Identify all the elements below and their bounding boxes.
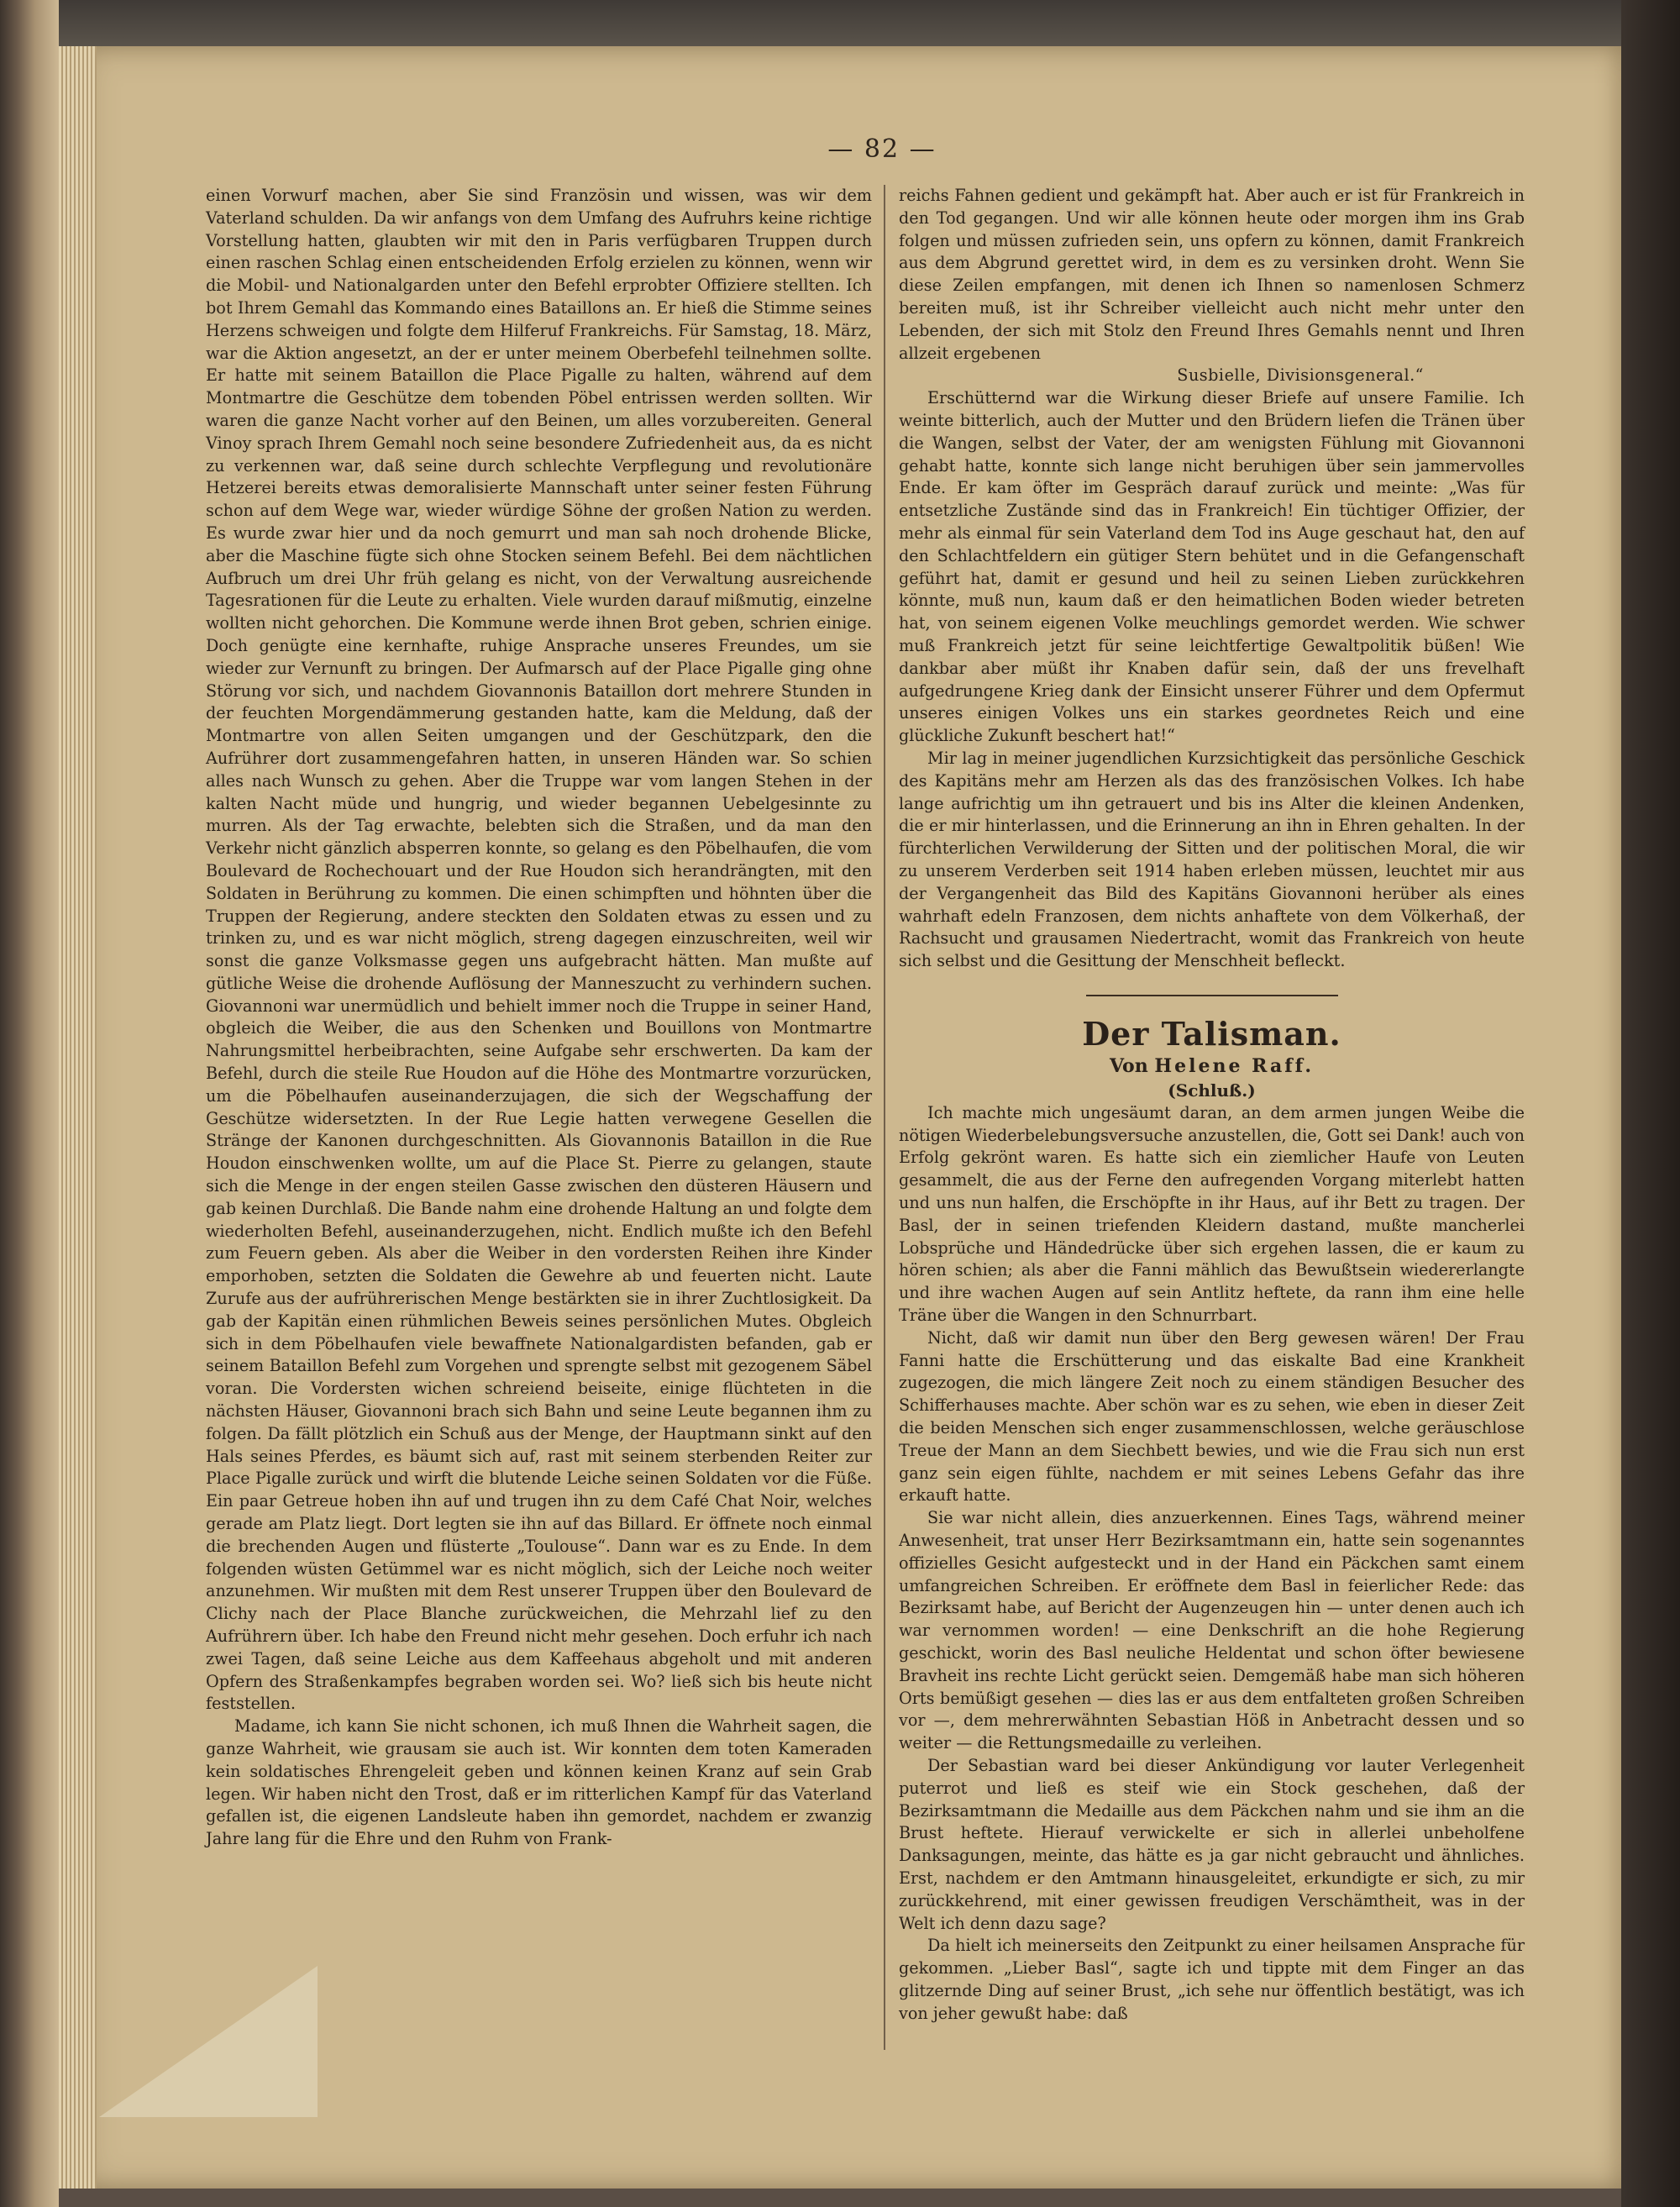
book-cover-right [1621, 0, 1680, 2207]
paragraph: Mir lag in meiner jugendlichen Kurzsichtigkeit das persönliche Geschick des Kapitäns mehr am Herzen als das des französischen Volkes. Ich habe lange aufrichtig um ihn getrauert und bis ins Alter die kleinen Andenken, die er mir hinterlassen, und die Erinnerung an ihn in Ehren gehalten. In der fürchterlichen Verwilderung der Sitten und der politischen Moral, die wir zu unserem Verderben seit 1914 haben erleben müssen, leuchtet mir aus der Vergangenheit das Bild des Kapitäns Giovannoni herüber als eines wahrhaft edeln Franzosen, dem nichts anhaftete von dem Völkerhaß, der Rachsucht und grausamen Niedertracht, womit das Frankreich von heute sich selbst und die Gesittung der Menschheit befleckt. [899, 748, 1525, 971]
author-name: Helene Raff. [1154, 1054, 1315, 1077]
paragraph: Sie war nicht allein, dies anzuerkennen. Eines Tags, während meiner Anwesenheit, trat unser Herr Bezirksamtmann ein, hatte sein sogenanntes offizielles Gesicht aufgesteckt und in der Hand ein Päckchen samt einem umfangreichen Schreiben. Er eröffnete dem Basl in feierlicher Rede: das Bezirksamt habe, auf Bericht der Augenzeugen hin — unter denen auch ich war vernommen worden! — eine Denkschrift an die hohe Regierung geschickt, worin des Basl neuliche Heldentat und schon öfter bewiesene Bravheit ins rechte Licht gerückt seien. Demgemäß habe man sich höheren Orts bemüßigt gesehen — dies las er aus dem entfalteten großen Schreiben vor —, dem mehrerwähnten Sebastian Höß in Anbetracht dessen und so weiter — die Rettungsmedaille zu verleihen. [899, 1508, 1525, 1753]
paragraph: Nicht, daß wir damit nun über den Berg gewesen wären! Der Frau Fanni hatte die Erschütterung und das eiskalte Bad eine Krankheit zugezogen, die mich längere Zeit noch zu einem ständigen Besucher des Schifferhauses machte. Aber schön war es zu sehen, wie eben in dieser Zeit die beiden Menschen sich enger zusammenschlossen, welche geräuschlose Treue der Mann an dem Siechbett bewies, und wie die Frau sich nun erst ganz sein eigen fühlte, nachdem er mit seines Lebens Gefahr das ihre erkauft hatte. [899, 1327, 1525, 1505]
paragraph: Erschütternd war die Wirkung dieser Briefe auf unsere Familie. Ich weinte bitterlich, auch der Mutter und den Brüdern liefen die Tränen über die Wangen, selbst der Vater, der am wenigsten Fühlung mit Giovannoni gehabt hatte, konnte sich lange nicht beruhigen über sein jammervolles Ende. Er kam öfter im Gespräch darauf zurück und meinte: „Was für entsetzliche Zustände sind das in Frankreich! Ein tüchtiger Offizier, der mehr als einmal für sein Vaterland dem Tod ins Auge geschaut hat, den auf den Schlachtfeldern ein gütiger Stern behütet und in die Gefangenschaft geführt hat, damit er gesund und heil zu seinen Lieben zurückkehren könnte, muß nun, kaum daß er den heimatlichen Boden wieder betreten hat, von seinem eigenen Volke meuchlings gemordet werden. Wie schwer muß Frankreich jetzt für seine leichtfertige Gewaltpolitik büßen! Wie dankbar aber müßt ihr Knaben dafür sein, daß der uns frevelhaft aufgedrungene Krieg dank der Einsicht unserer Führer und dem Opfermut unseres einigen Volkes uns ein starkes geordnetes Reich und eine glückliche Zukunft beschert hat!“ [899, 388, 1525, 746]
paragraph: reichs Fahnen gedient und gekämpft hat. Aber auch er ist für Frankreich in den Tod gegangen. Und wir alle können heute oder morgen ihm ins Grab folgen und müssen zufrieden sein, uns opfern zu können, damit Frankreich aus dem Abgrund gerettet wird, in dem es zu versinken droht. Wenn Sie diese Zeilen empfangen, mit denen ich Ihnen so namenlosen Schmerz bereiten muß, ist ihr Schreiber vielleicht auch nicht mehr unter den Lebenden, der sich mit Stolz den Freund Ihres Gemahls nennt und Ihren allzeit ergebenen [899, 186, 1525, 363]
book-spine-edge [0, 0, 59, 2207]
paragraph: Madame, ich kann Sie nicht schonen, ich muß Ihnen die Wahrheit sagen, die ganze Wahrheit, wie grausam sie auch ist. Wir konnten dem toten Kameraden kein soldatisches Ehrengeleit geben und können keinen Kranz auf sein Grab legen. Wir haben nicht den Trost, daß er im ritterlichen Kampf für das Vaterland gefallen ist, die eigenen Landsleute haben ihn gemordet, nachdem er zwanzig Jahre lang für die Ehre und den Ruhm von Frank- [206, 1716, 872, 1849]
page-number: — 82 — [827, 134, 937, 164]
story-title: Der Talisman. [1082, 1014, 1341, 1053]
paragraph: Der Sebastian ward bei dieser Ankündigung vor lauter Verlegenheit puterrot und ließ es steif wie ein Stock geschehen, daß der Bezirksamtmann die Medaille aus dem Päckchen nahm und sie ihm an die Brust heftete. Hierauf verwickelte er sich in allerlei unbeholfene Danksagungen, meinte, das hätte es ja gar nicht gebraucht und ähnliches. Erst, nachdem er den Amtmann hinausgeleitet, erkundigte er sich, zu mir zurückkehrend, mit einer gewissen freudigen Verschämtheit, was in der Welt ich denn dazu sage? [899, 1756, 1525, 1933]
folded-corner [99, 1966, 318, 2117]
story-author [899, 1054, 1525, 1079]
story-subtitle: (Schluß.) [1168, 1080, 1256, 1101]
author-prefix: Von [1109, 1054, 1148, 1077]
left-column [206, 185, 872, 1851]
paragraph: einen Vorwurf machen, aber Sie sind Französin und wissen, was wir dem Vaterland schulden. Da wir anfangs von dem Umfang des Aufruhrs keine richtige Vorstellung hatten, glaubten wir mit den in Paris verfügbaren Truppen durch einen raschen Schlag einen entscheidenden Erfolg erzielen zu können, wenn wir die Mobil- und Nationalgarden unter den Befehl erprobter Offiziere stellten. Ich bot Ihrem Gemahl das Kommando eines Bataillons an. Er hieß die Stimme seines Herzens schweigen und folgte dem Hilferuf Frankreichs. Für Samstag, 18. März, war die Aktion angesetzt, an der er unter meinem Oberbefehl teilnehmen sollte. Er hatte mit seinem Bataillon die Place Pigalle zu halten, während auf dem Montmartre die Geschütze dem tobenden Pöbel entrissen werden sollten. Wir waren die ganze Nacht vorher auf den Beinen, um alles vorzubereiten. General Vinoy sprach Ihrem Gemahl noch seine besondere Zufriedenheit aus, da es nicht zu verkennen war, daß seine durch schlechte Verpflegung und revolutionäre Hetzerei bereits etwas demoralisierte Mannschaft unter seiner festen Führung schon auf dem Wege war, wieder würdige Söhne der großen Nation zu werden. Es wurde zwar hier und da noch gemurrt und man sah noch drohende Blicke, aber die Maschine fügte sich ohne Stocken seinem Befehl. Bei dem nächtlichen Aufbruch um drei Uhr früh gelang es nicht, von der Verwaltung ausreichende Tagesrationen für die Leute zu erhalten. Viele wurden darauf mißmutig, einzelne wollten nicht gehorchen. Die Kommune werde ihnen Brot geben, schrien einige. Doch genügte eine kernhafte, ruhige Ansprache unseres Freundes, um sie wieder zur Vernunft zu bringen. Der Aufmarsch auf der Place Pigalle ging ohne Störung vor sich, und nachdem Giovannonis Bataillon dort mehrere Stunden in der feuchten Morgendämmerung gestanden hatte, kam die Meldung, daß der Montmartre von allen Seiten umgangen und der Geschützpark, den die Aufrührer dort zusammengefahren hatten, in unseren Händen war. So schien alles nach Wunsch zu gehen. Aber die Truppe war vom langen Stehen in der kalten Nacht müde und hungrig, und wieder begannen Uebelgesinnte zu murren. Als der Tag erwachte, belebten sich die Straßen, und da man den Verkehr nicht gänzlich absperren konnte, so gelang es den Pöbelhaufen, die vom Boulevard de Rochechouart und der Rue Houdon sich herandrängten, mit den Soldaten in Berührung zu kommen. Die einen schimpften und höhnten über die Truppen der Regierung, andere steckten den Soldaten etwas zu essen und zu trinken zu, und es war nicht möglich, streng dagegen einzuschreiten, weil wir sonst die ganze Volksmasse gegen uns aufgebracht hätten. Man mußte auf gütliche Weise die drohende Auflösung der Manneszucht zu verhindern suchen. Giovannoni war unermüdlich und behielt immer noch die Truppe in seiner Hand, obgleich die Weiber, die aus den Schenken und Bouillons von Montmartre Nahrungsmittel herbeibrachten, seine Aufgabe sehr erschwerten. Da kam der Befehl, durch die steile Rue Houdon auf die Höhe des Montmartre vorzurücken, um die Pöbelhaufen auseinanderzujagen, die sich der Wegschaffung der Geschütze widersetzten. In der Rue Legie hatten verwegene Gesellen die Stränge der Kanonen durchgeschnitten. Als Giovannonis Bataillon in die Rue Houdon einschwenken wollte, um auf die Place St. Pierre zu gelangen, staute sich die Menge in der engen steilen Gasse zwischen den düsteren Häusern und gab keinen Durchlaß. Die Bande nahm eine drohende Haltung an und folgte dem wiederholten Befehl, auseinanderzugehen, nicht. Endlich mußte ich den Befehl zum Feuern geben. Als aber die Weiber in den vordersten Reihen ihre Kinder emporhoben, setzten die Soldaten die Gewehre ab und feuerten nicht. Laute Zurufe aus der aufrührerischen Menge bestärkten sie in ihrer Zuchtlosigkeit. Da gab der Kapitän einen rühmlichen Beweis seines persönlichen Mutes. Obgleich sich in dem Pöbelhaufen viele bewaffnete Nationalgardisten befanden, gab er seinem Bataillon Befehl zum Vorgehen und sprengte selbst mit gezogenem Säbel voran. Die Vordersten wichen schreiend beiseite, einige flüchteten in die nächsten Häuser, Giovannoni brach sich Bahn und seine Leute begannen ihm zu folgen. Da fällt plötzlich ein Schuß aus der Menge, der Hauptmann sinkt auf den Hals seines Pferdes, es bäumt sich auf, rast mit seinem sterbenden Reiter zur Place Pigalle zurück und wirft die blutende Leiche seinen Soldaten vor die Füße. Ein paar Getreue hoben ihn auf und trugen ihn zu dem Café Chat Noir, welches gerade am Platz liegt. Dort legten sie ihn auf das Billard. Er öffnete noch einmal die brechenden Augen und flüsterte „Toulouse“. Dann war es zu Ende. In dem folgenden wüsten Getümmel war es nicht möglich, sich der Leiche noch weiter anzunehmen. Wir mußten mit dem Rest unserer Truppen über den Boulevard de Clichy nach der Place Blanche zurückweichen, die Mehrzahl lief zu den Aufrührern über. Ich habe den Freund nicht mehr gesehen. Doch erfuhr ich nach zwei Tagen, daß seine Leiche aus dem Kaffeehaus abgeholt und mit anderen Opfern des Straßenkampfes begraben worden sei. Wo? ließ sich bis heute nicht feststellen. [206, 186, 872, 1714]
letter-signature: Susbielle, Divisionsgeneral.“ [1177, 365, 1424, 386]
page-stack-edge [59, 46, 97, 2189]
paragraph: Da hielt ich meinerseits den Zeitpunkt zu einer heilsamen Ansprache für gekommen. „Lieber Basl“, sagte ich und tippte mit dem Finger an das glitzernde Ding auf seiner Brust, „ich sehe nur öffentlich bestätigt, was ich von jeher gewußt habe: daß [899, 1936, 1525, 2023]
column-divider [884, 185, 885, 2050]
right-column [899, 185, 1525, 2026]
paragraph: Ich machte mich ungesäumt daran, an dem armen jungen Weibe die nötigen Wiederbelebungsversuche anzustellen, die, Gott sei Dank! auch von Erfolg gekrönt waren. Es hatte sich ein ziemlicher Haufe von Leuten gesammelt, die aus der Ferne den aufregenden Vorgang miterlebt hatten und uns nun halfen, die Erschöpfte in ihr Haus, auf ihr Bett zu tragen. Der Basl, der in seinen triefenden Kleidern dastand, mußte mancherlei Lobsprüche und Händedrücke über sich ergehen lassen, die er kaum zu hören schien; als aber die Fanni mählich das Bewußtsein wiedererlangte und ihre wachen Augen auf sein Antlitz heftete, da rann ihm eine helle Träne über die Wangen in den Schnurrbart. [899, 1102, 1525, 1326]
section-rule [1086, 995, 1338, 996]
